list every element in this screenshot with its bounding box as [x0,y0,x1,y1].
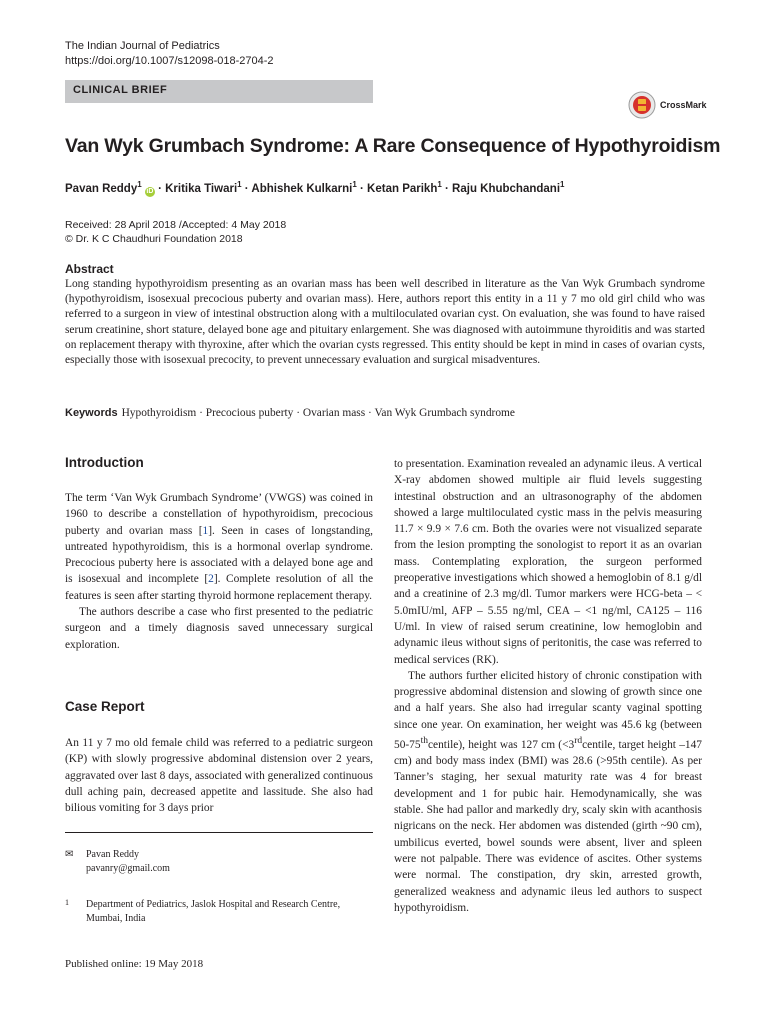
journal-name: The Indian Journal of Pediatrics [65,40,220,52]
author-affiliation: 1 [437,180,442,189]
crossmark-icon [628,91,656,119]
author-affiliation: 1 [237,180,242,189]
abstract-text: Long standing hypothyroidism presenting as an ovarian mass has been well described in literature as the Van Wyk Grumbach syndrome (hypothyroidism, isosexual precocious puberty and ovarian mass). Here, authors report this entity in a 11 y 7 mo old girl child who was referred to a surgeon in view of intestinal obstruction along with a multiloculated ovarian cyst. On evaluation, she was found to have raised serum creatinine, short stature, delayed bone age and pituitary enlargement. She was diagnosed with autoimmune thyroiditis and was started on replacement therapy with thyroxine, after which the ovarian cysts regressed. This entity should be kept in mind in cases of ovarian cysts, especially those with isosexual precocity, to prevent unnecessary evaluation and surgical misadventures. [65,278,705,367]
orcid-icon[interactable]: iD [146,187,154,195]
text-run: centile, target height –147 cm) and body mass index (BMI) was 28.6 (>95th centile). As per Tanner’s staging, her sexual maturity rate was 4 for breast development and 1 for pubic hair. Hemodynamically, she was stable. She had pallor and markedly dry, scaly skin with acanthosis nigricans on the neck. Her abdomen was distended (girth ~90 cm), umbilicus everted, bowel sounds were absent, liver and spleen were not palpable. There was evidence of ascites. Other systems were normal. The constipation, dry skin, arrested growth, generalized weakness and adynamic ileus led authors to suspect hypothyroidism. [394,738,702,914]
article-type-bar [65,80,373,103]
superscript: th [420,736,428,747]
crossmark-badge[interactable] [628,91,707,119]
copyright-line: © Dr. K C Chaudhuri Foundation 2018 [65,233,243,245]
author-name: Ketan Parikh [367,182,438,195]
citation-link[interactable]: 1 [202,524,209,537]
author-affiliation: 1 [352,180,357,189]
citation-link[interactable]: 2 [208,573,214,586]
abstract-heading: Abstract [65,262,114,276]
footnote-divider [65,832,373,833]
author-affiliation: 1 [137,180,142,189]
introduction-heading: Introduction [65,455,144,470]
text-run: ]. Complete resolution of all the features is seen after starting thyroid hormone replacement therapy. [65,573,373,602]
published-online: Published online: 19 May 2018 [65,958,204,970]
corresponding-author-name: Pavan Reddy [86,849,140,860]
corresponding-author-email[interactable]: pavanry@gmail.com [86,863,170,874]
case-report-body-left [65,735,373,816]
introduction-body [65,490,373,653]
dates-block [65,218,286,246]
journal-header [65,39,274,69]
author-list: Pavan Reddy$^1$ iD · Kritika Tiwari$^1$ · Abhishek Kulkarni$^1$ · Ketan Parikh$^1$ · Raju Khubchandani$^1$ [65,180,565,195]
case-report-heading: Case Report [65,699,145,714]
article-title: Van Wyk Grumbach Syndrome: A Rare Consequence of Hypothyroidism [65,135,721,157]
crossmark-label: CrossMark [660,100,707,110]
affiliation-text: Department of Pediatrics, Jaslok Hospital and Research Centre, Mumbai, India [86,899,341,924]
author-name: Pavan Reddy [65,182,138,195]
keywords-line [65,406,705,421]
article-type-label: CLINICAL BRIEF [73,84,168,96]
received-accepted-dates: Received: 28 April 2018 /Accepted: 4 May 2018 [65,219,287,231]
text-run: The term ‘Van Wyk Grumbach Syndrome’ (VWGS) was coined in 1960 to describe a constellation of hypothyroidism, precocious puberty and ovarian mass [ [65,492,373,537]
mail-icon: ✉ [65,849,74,860]
paragraph: to presentation. Examination revealed an adynamic ileus. A vertical X-ray abdomen showed multiple air fluid levels suggesting intestinal obstruction and an ultrasonography of the abdomen showed a large multiloculated cystic mass in the pelvis measuring 11.7 × 9.9 × 7.6 cm. Both the ovaries were not visualized separate from the lesion prompting the sonologist to report it as an ovarian mass. Contemplating exploration, the surgeon performed preoperative investigations which showed a hemoglobin of 8.1 g/dl and a creatinine of 2.3 mg/dl. Tumor markers were HCG-beta – < 5.0mIU/ml, AFP – 5.55 ng/ml, CEA – <1 ng/ml, CA125 – 116 U/ml. In view of raised serum creatinine, low hemoglobin and adynamic ileus without signs of peritonitis, the case was referred to medical services (RK). [394,458,702,666]
author-name: Kritika Tiwari [165,182,238,195]
text-run: ]. Seen in cases of longstanding, untreated hypothyroidism, this is a hormonal overlap syndrome. Precocious puberty here is associated with a delayed bone age and is isosexual and incomplete [ [65,524,373,586]
paragraph: An 11 y 7 mo old female child was referred to a pediatric surgeon (KP) with slowly progressive abdominal distension over 2 years, aggravated over last 8 days, associated with generalized continuous dull aching pain, decreased appetite and lassitude. She also had bilious vomiting for 3 days prior [65,737,373,815]
paragraph [394,668,702,916]
affiliation-number: 1 [65,898,69,907]
author-name: Raju Khubchandani [452,182,561,195]
author-affiliation: 1 [560,180,565,189]
paragraph: The authors describe a case who first presented to the pediatric surgeon and a timely diagnosis saved unnecessary surgical exploration. [65,606,373,651]
text-run: centile), height was 127 cm (<3 [427,738,575,751]
case-report-body-right [394,456,702,916]
superscript: rd [574,736,583,747]
corresponding-author [86,848,170,876]
text-run: The authors further elicited history of chronic constipation with progressive abdominal distension and slowing of growth since one and a half years. She also had irregular scanty vaginal spotting since one year. On examination, her weight was 45.6 kg (between 50-75 [394,669,702,751]
keywords-list: Hypothyroidism · Precocious puberty · Ovarian mass · Van Wyk Grumbach syndrome [121,407,515,419]
doi-link[interactable]: https://doi.org/10.1007/s12098-018-2704-2 [65,55,274,67]
keywords-label: Keywords [65,407,118,419]
author-name: Abhishek Kulkarni [251,182,353,195]
paragraph [65,490,373,604]
